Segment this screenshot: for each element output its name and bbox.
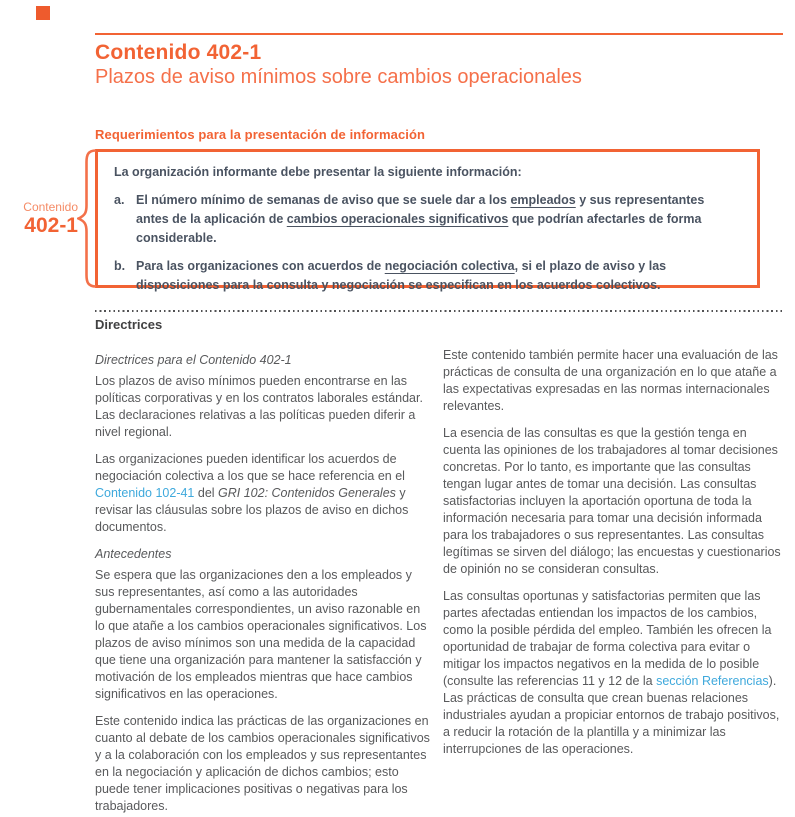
text-segment: negociación colectiva bbox=[384, 259, 515, 273]
text-segment: Las organizaciones pueden identificar los acuerdos de negociación colectiva a los que se hace referencia en el bbox=[95, 452, 405, 483]
requirements-intro: La organización informante debe presentar la siguiente información: bbox=[114, 165, 522, 179]
text-segment: Los plazos de aviso mínimos pueden encontrarse en las políticas corporativas y en los contratos laborales estándar. Las declaraciones relativas a las políticas pueden diferir a nivel regional. bbox=[95, 374, 423, 439]
link-seccion-referencias[interactable]: sección Referencias bbox=[656, 674, 769, 688]
requirement-item-text bbox=[136, 191, 731, 248]
paragraph bbox=[95, 451, 433, 536]
header-rule bbox=[95, 33, 783, 35]
paragraph bbox=[443, 588, 787, 758]
guidelines-right-column bbox=[443, 347, 787, 817]
side-label-number: 402-1 bbox=[24, 214, 78, 237]
paragraph bbox=[95, 373, 433, 441]
side-label-small: Contenido bbox=[23, 200, 78, 214]
requirements-section-heading: Requerimientos para la presentación de información bbox=[95, 127, 426, 142]
dotted-divider bbox=[95, 310, 783, 312]
requirement-item bbox=[114, 191, 731, 248]
requirements-box bbox=[95, 149, 760, 292]
requirement-item-marker: a. bbox=[114, 193, 125, 207]
paragraph bbox=[443, 347, 787, 415]
text-segment: Las consultas oportunas y satisfactorias permiten que las partes afectadas entiendan los impactos de los cambios, como la posible pérdida del empleo. También les ofrecen la oportunidad de trabajar de forma colectiva para evitar o mitigar los impactos negativos en la medida de lo posible (consulte las referencias 11 y 12 de la bbox=[443, 589, 772, 688]
link-contenido-102-41[interactable]: Contenido 102-41 bbox=[95, 486, 195, 500]
guidelines-heading: Directrices bbox=[95, 317, 163, 332]
requirement-item-text bbox=[136, 257, 731, 295]
content-subtitle: Plazos de aviso mínimos sobre cambios operacionales bbox=[95, 66, 582, 88]
page-corner-marker bbox=[36, 6, 50, 20]
text-segment: y revisar las cláusulas sobre los plazos de aviso en dichos documentos. bbox=[95, 486, 409, 534]
paragraph bbox=[95, 713, 433, 815]
requirement-item bbox=[114, 257, 731, 295]
requirement-item-marker: b. bbox=[114, 259, 126, 273]
text-segment: y sus representantes antes de la aplicación de bbox=[136, 193, 705, 226]
text-segment: La esencia de las consultas es que la gestión tenga en cuenta las opiniones de los trabajadores al tomar decisiones concretas. Por lo tanto, es importante que las consultas tengan lugar antes de tomar una decisión. Las consultas satisfactorias incluyen la aportación oportuna de toda la información necesaria para tomar una decisión informada para los trabajadores o sus representantes. Las consultas legítimas se sirven del diálogo; las encuestas y cuestionarios de opinión no se consideran consultas. bbox=[443, 426, 781, 576]
text-segment: Este contenido también permite hacer una evaluación de las prácticas de consulta de una organización en lo que atañe a las expectativas expresadas en las normas internacionales relevantes. bbox=[443, 348, 778, 413]
text-segment: GRI 102: Contenidos Generales bbox=[218, 486, 396, 500]
side-content-label bbox=[0, 201, 78, 237]
column-subheading: Directrices para el Contenido 402-1 bbox=[95, 353, 292, 367]
text-segment: que podrían afectarles de forma considerable. bbox=[136, 212, 702, 245]
paragraph bbox=[95, 567, 433, 703]
text-segment: del bbox=[194, 486, 219, 500]
curly-brace-icon bbox=[77, 149, 97, 288]
guidelines-left-column bbox=[95, 347, 433, 817]
column-subheading: Antecedentes bbox=[95, 547, 172, 561]
text-segment: Este contenido indica las prácticas de las organizaciones en cuanto al debate de los cambios operacionales significativos y a la colaboración con los empleados y sus representantes en la negociación y aplicación de dichos cambios; esto puede tener implicaciones positivas o negativas para los trabajadores. bbox=[95, 714, 430, 813]
text-segment: , si el plazo de aviso y las disposiciones para la consulta y negociación se especifican en los acuerdos colectivos. bbox=[136, 259, 667, 292]
text-segment: Para las organizaciones con acuerdos de bbox=[136, 259, 385, 273]
requirements-list bbox=[114, 191, 731, 295]
text-segment: cambios operacionales significativos bbox=[286, 212, 509, 226]
text-segment: El número mínimo de semanas de aviso que se suele dar a los bbox=[136, 193, 511, 207]
text-segment: Se espera que las organizaciones den a los empleados y sus representantes, así como a las autoridades gubernamentales correspondientes, un aviso razonable en lo que atañe a los cambios operacionales significativos. Los plazos de aviso mínimos son una medida de la capacidad que tiene una organización para mantener la satisfacción y motivación de los empleados mientras que hace cambios significativos en las operaciones. bbox=[95, 568, 427, 701]
guidelines-columns bbox=[95, 347, 787, 817]
text-segment: ). Las prácticas de consulta que crean buenas relaciones industriales ayudan a propiciar entornos de trabajo positivos, a reducir la rotación de la plantilla y a minimizar las interrupciones de las operaciones. bbox=[443, 674, 780, 756]
text-segment: empleados bbox=[510, 193, 576, 207]
paragraph bbox=[443, 425, 787, 578]
content-number-title: Contenido 402-1 bbox=[95, 41, 262, 64]
